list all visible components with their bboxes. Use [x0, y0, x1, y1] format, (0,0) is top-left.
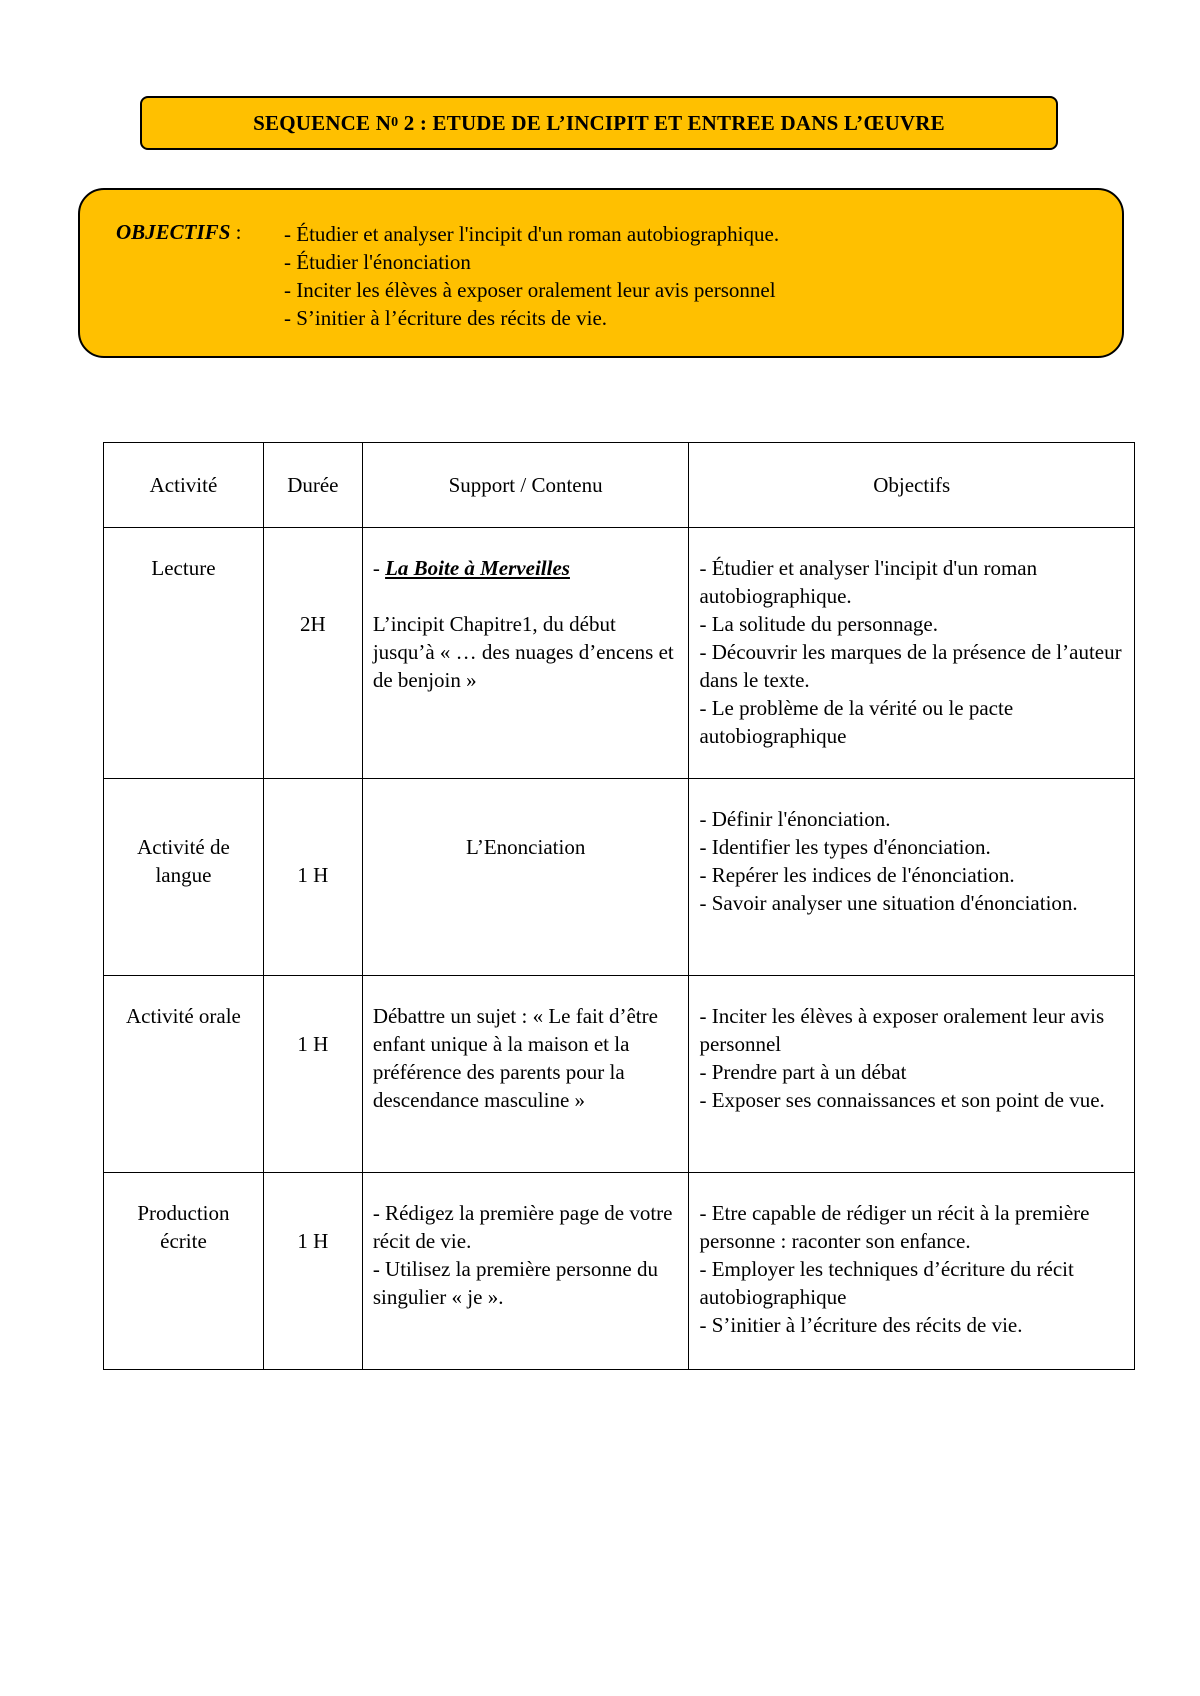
duration-cell: 1 H [263, 1173, 362, 1370]
duration-cell: 1 H [263, 779, 362, 976]
activity-cell: Activité de langue [104, 779, 264, 976]
header-objectives: Objectifs [689, 443, 1135, 528]
table-row [104, 1173, 1135, 1370]
objectives-list [284, 220, 779, 332]
objective-item: - Étudier l'énonciation [284, 250, 471, 274]
title-sup: 0 [391, 115, 399, 130]
header-support: Support / Contenu [362, 443, 689, 528]
objectives-cell [689, 528, 1135, 779]
objective-line: - Identifier les types d'énonciation. [699, 835, 991, 859]
header-activity: Activité [104, 443, 264, 528]
table-row [104, 779, 1135, 976]
header-duration: Durée [263, 443, 362, 528]
support-cell: Débattre un sujet : « Le fait d’être enfant unique à la maison et la préférence des parents pour la descendance masculine » [362, 976, 689, 1173]
objective-item: - Étudier et analyser l'incipit d'un roman autobiographique. [284, 222, 780, 246]
objective-line: - Définir l'énonciation. [699, 807, 891, 831]
objective-line: - Étudier et analyser l'incipit d'un roman autobiographique. [699, 556, 1038, 608]
support-line: - Utilisez la première personne du singulier « je ». [372, 1257, 658, 1309]
objective-line: - Découvrir les marques de la présence de l’auteur dans le texte. [699, 640, 1122, 692]
support-line: - Rédigez la première page de votre récit de vie. [372, 1201, 673, 1253]
title-prefix: SEQUENCE N [253, 110, 392, 135]
objective-line: - La solitude du personnage. [699, 612, 938, 636]
objective-line: - Prendre part à un débat [699, 1060, 907, 1084]
support-text: L’incipit Chapitre1, du début jusqu’à « … des nuages d’encens et de benjoin » [372, 612, 674, 692]
support-cell [362, 1173, 689, 1370]
table-header-row [104, 443, 1135, 528]
objectives-cell [689, 976, 1135, 1173]
objective-line: - Employer les techniques d’écriture du récit autobiographique [699, 1257, 1074, 1309]
objective-item: - S’initier à l’écriture des récits de vie. [284, 306, 608, 330]
objective-line: - Inciter les élèves à exposer oralement leur avis personnel [699, 1004, 1105, 1056]
table-row [104, 528, 1135, 779]
sequence-title [140, 96, 1058, 150]
objective-item: - Inciter les élèves à exposer oralement leur avis personnel [284, 278, 776, 302]
table-row [104, 976, 1135, 1173]
activity-cell: Lecture [104, 528, 264, 779]
activity-cell: Activité orale [104, 976, 264, 1173]
objective-line: - Etre capable de rédiger un récit à la première personne : raconter son enfance. [699, 1201, 1090, 1253]
sequence-table [103, 442, 1135, 1370]
objective-line: - Repérer les indices de l'énonciation. [699, 863, 1015, 887]
objective-line: - Le problème de la vérité ou le pacte autobiographique [699, 696, 1014, 748]
objectives-cell [689, 779, 1135, 976]
objective-line: - Exposer ses connaissances et son point de vue. [699, 1088, 1105, 1112]
duration-cell: 2H [263, 528, 362, 779]
title-rest: 2 : ETUDE DE L’INCIPIT ET ENTREE DANS L’ŒUVRE [398, 110, 945, 135]
objectives-box [78, 188, 1124, 358]
duration-cell: 1 H [263, 976, 362, 1173]
support-cell [362, 528, 689, 779]
objectives-label: OBJECTIFS : [116, 220, 242, 244]
objective-line: - Savoir analyser une situation d'énonciation. [699, 891, 1078, 915]
objective-line: - S’initier à l’écriture des récits de vie. [699, 1313, 1023, 1337]
support-title: - La Boite à Merveilles [372, 556, 570, 580]
activity-cell: Production écrite [104, 1173, 264, 1370]
support-cell: L’Enonciation [362, 779, 689, 976]
objectives-cell [689, 1173, 1135, 1370]
